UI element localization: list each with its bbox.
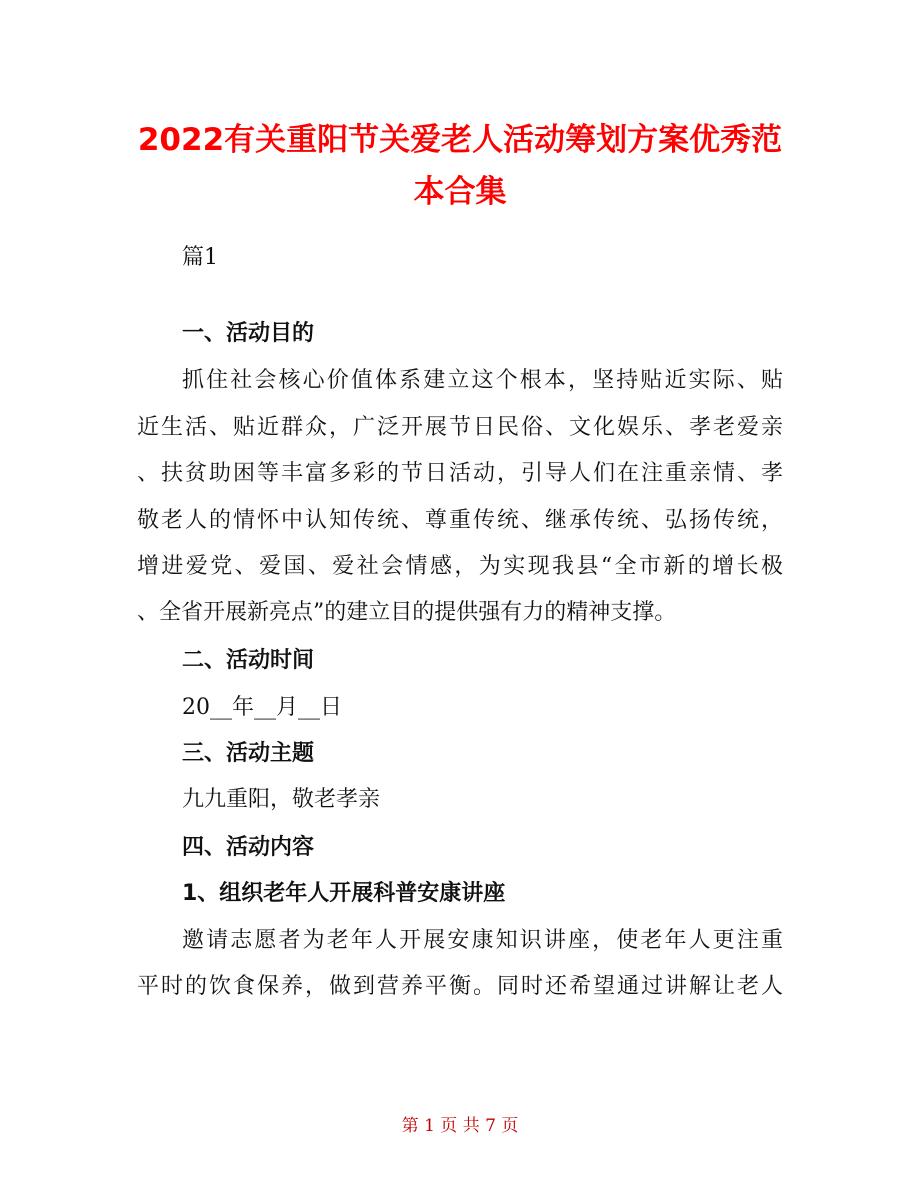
- heading-time: 二、活动时间: [182, 648, 315, 673]
- paragraph-line: 、扶贫助困等丰富多彩的节日活动，引导人们在注重亲情、孝: [137, 461, 783, 486]
- heading-content: 四、活动内容: [182, 835, 315, 860]
- activity-date: 20__年__月__日: [182, 695, 342, 720]
- paragraph-line: 邀请志愿者为老年人开展安康知识讲座，使老年人更注重: [182, 928, 783, 953]
- paragraph-line: 平时的饮食保养，做到营养平衡。同时还希望通过讲解让老人: [137, 974, 783, 999]
- heading-purpose: 一、活动目的: [182, 321, 315, 346]
- paragraph-line: 敬老人的情怀中认知传统、尊重传统、继承传统、弘扬传统，: [137, 508, 783, 533]
- document-title-line-2: 本合集: [413, 174, 507, 210]
- heading-theme: 三、活动主题: [182, 741, 315, 766]
- page-number: 第 1 页 共 7 页: [401, 1116, 519, 1136]
- paragraph-line: 、全省开展新亮点”的建立目的提供强有力的精神支撑。: [137, 600, 677, 625]
- paragraph-line: 抓住社会核心价值体系建立这个根本，坚持贴近实际、贴: [182, 368, 783, 393]
- activity-theme: 九九重阳，敬老孝亲: [182, 787, 381, 812]
- paragraph-line: 近生活、贴近群众，广泛开展节日民俗、文化娱乐、孝老爱亲: [137, 415, 783, 440]
- subheading-lecture: 1、组织老年人开展科普安康讲座: [182, 881, 506, 906]
- document-title-line-1: 2022有关重阳节关爱老人活动筹划方案优秀范: [137, 122, 783, 158]
- part-label: 篇1: [182, 245, 218, 270]
- paragraph-line: 增进爱党、爱国、爱社会情感，为实现我县“全市新的增长极: [137, 554, 783, 579]
